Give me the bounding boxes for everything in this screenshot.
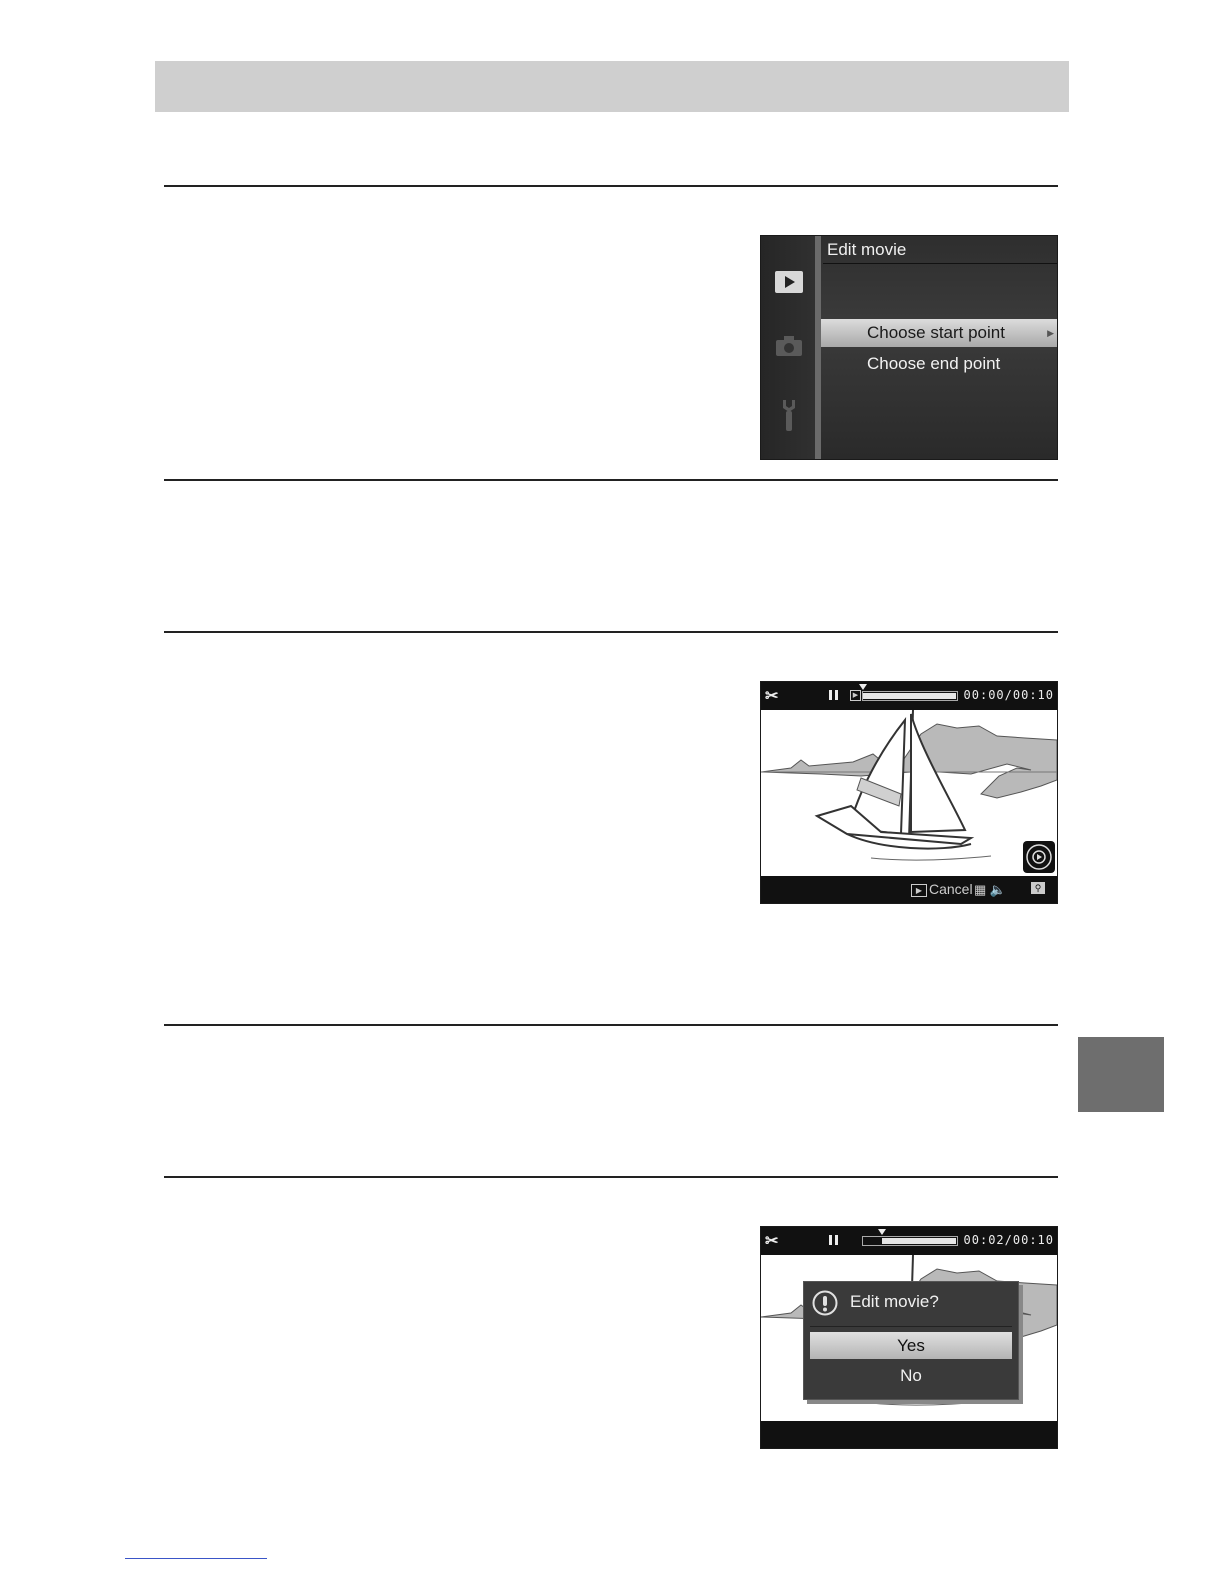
section-header-band xyxy=(155,61,1069,112)
playback-status-bar xyxy=(761,1227,1057,1255)
step-divider xyxy=(164,185,1058,187)
menu-sidebar-edge xyxy=(815,236,821,459)
menu-title-divider xyxy=(823,263,1057,264)
yes-option[interactable]: Yes xyxy=(810,1332,1012,1359)
menu-sidebar xyxy=(761,236,815,459)
playback-progress-bar[interactable] xyxy=(862,691,958,701)
edit-movie-confirm-screen xyxy=(760,1226,1058,1449)
zoom-icon[interactable]: ⚲ xyxy=(1031,882,1045,894)
pause-icon[interactable] xyxy=(829,1235,839,1245)
movie-playback-screen xyxy=(760,681,1058,904)
dialog-divider xyxy=(810,1326,1012,1327)
sailboat-scene-image xyxy=(761,710,1057,876)
menu-title: Edit movie xyxy=(827,240,907,259)
playback-timecode: 00:00/00:10 xyxy=(963,688,1054,702)
progress-marker xyxy=(878,1229,886,1235)
volume-icon[interactable]: ▦ 🔈 xyxy=(974,882,1007,897)
menu-item-label: Choose start point xyxy=(867,323,1005,342)
trim-icon: ✂ xyxy=(765,1233,777,1250)
playback-menu-icon[interactable] xyxy=(774,270,804,294)
step-divider xyxy=(164,479,1058,481)
step-divider xyxy=(164,1024,1058,1026)
warning-icon xyxy=(812,1290,838,1316)
playback-control-bar xyxy=(761,876,1057,903)
cancel-label: Cancel xyxy=(929,881,973,897)
cancel-playback-icon: ▶ xyxy=(911,884,927,897)
menu-item-choose-start-point[interactable] xyxy=(821,319,1057,347)
edit-movie-menu-screen xyxy=(760,235,1058,460)
playback-control-bar xyxy=(761,1421,1057,1448)
playback-status-bar xyxy=(761,682,1057,710)
step-divider xyxy=(164,631,1058,633)
chevron-right-icon: ▶ xyxy=(1047,328,1054,338)
no-option[interactable]: No xyxy=(900,1366,922,1385)
pause-icon[interactable] xyxy=(829,690,839,700)
menu-item-choose-end-point[interactable] xyxy=(821,350,1057,378)
trim-icon: ✂ xyxy=(765,688,777,705)
progress-fill xyxy=(882,1238,956,1244)
playback-progress-bar[interactable] xyxy=(862,1236,958,1246)
menu-item-label: Choose end point xyxy=(867,354,1001,373)
confirm-dialog xyxy=(803,1281,1019,1400)
setup-menu-icon[interactable] xyxy=(774,398,804,432)
footer-link-underline[interactable] xyxy=(125,1558,267,1559)
multi-selector-icon[interactable] xyxy=(1023,841,1055,873)
progress-fill xyxy=(863,693,956,699)
cancel-button[interactable] xyxy=(911,881,973,897)
chapter-thumb-tab xyxy=(1078,1037,1164,1112)
frame-step-icon: ▶ xyxy=(850,690,861,701)
shooting-menu-icon[interactable] xyxy=(774,334,804,358)
progress-marker xyxy=(859,684,867,690)
dialog-title: Edit movie? xyxy=(850,1292,939,1311)
playback-timecode: 00:02/00:10 xyxy=(963,1233,1054,1247)
step-divider xyxy=(164,1176,1058,1178)
